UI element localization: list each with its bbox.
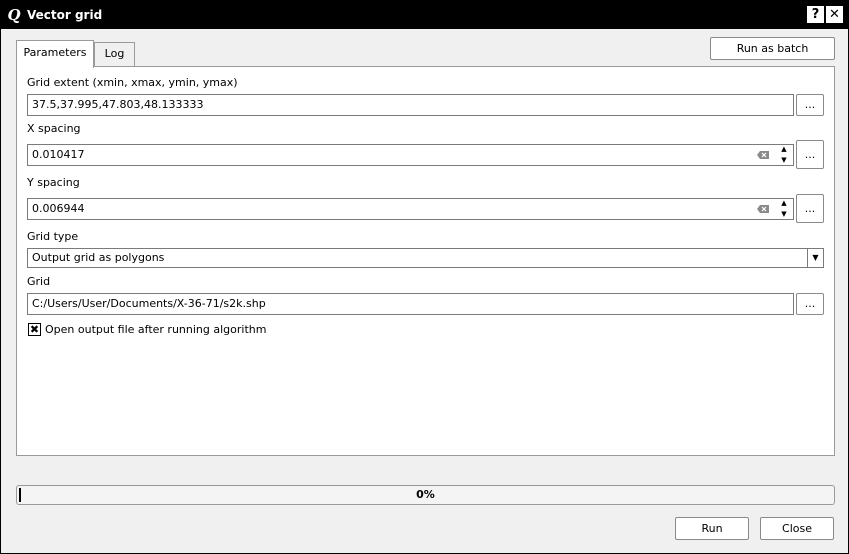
grid-extent-label: Grid extent (xmin, xmax, ymin, ymax)	[27, 76, 238, 89]
x-spacing-value: 0.010417	[32, 148, 85, 161]
grid-type-label: Grid type	[27, 230, 79, 243]
x-spacing-browse-button[interactable]: ...	[796, 140, 824, 169]
y-spacing-label: Y spacing	[27, 176, 80, 189]
grid-output-label: Grid	[27, 275, 51, 288]
x-spacing-spinner[interactable]	[776, 144, 792, 166]
grid-output-browse-button[interactable]: ...	[796, 293, 824, 315]
grid-extent-browse-button[interactable]: ...	[796, 94, 824, 116]
title-bar	[1, 1, 848, 29]
grid-type-select[interactable]	[27, 248, 824, 268]
progress-text: 0%	[416, 488, 435, 501]
spin-up-icon[interactable]: ▲	[781, 145, 787, 153]
y-spacing-spinner[interactable]	[776, 198, 792, 220]
grid-type-value: Output grid as polygons	[32, 251, 165, 264]
grid-output-input[interactable]: C:/Users/User/Documents/X-36-71/s2k.shp	[27, 293, 794, 315]
close-window-button[interactable]: ✕	[826, 6, 843, 23]
clear-icon[interactable]	[757, 151, 769, 159]
grid-extent-input[interactable]: 37.5,37.995,47.803,48.133333	[27, 94, 794, 116]
tab-log[interactable]: Log	[94, 42, 135, 67]
spin-down-icon[interactable]: ▼	[781, 210, 787, 218]
spin-down-icon[interactable]: ▼	[781, 156, 787, 164]
close-button[interactable]: Close	[760, 517, 834, 540]
tab-parameters[interactable]: Parameters	[16, 40, 94, 68]
open-output-label: Open output file after running algorithm	[45, 323, 267, 336]
y-spacing-value: 0.006944	[32, 202, 85, 215]
spin-up-icon[interactable]: ▲	[781, 199, 787, 207]
x-spacing-input[interactable]	[27, 144, 794, 166]
progress-bar	[16, 485, 835, 505]
y-spacing-input[interactable]	[27, 198, 794, 220]
run-as-batch-button[interactable]: Run as batch	[710, 37, 835, 60]
qgis-logo-icon: Q	[7, 6, 21, 24]
x-spacing-label: X spacing	[27, 122, 81, 135]
window-title: Vector grid	[27, 8, 103, 22]
run-button[interactable]: Run	[675, 517, 749, 540]
chevron-down-icon[interactable]: ▼	[807, 249, 823, 267]
help-button[interactable]: ?	[807, 6, 824, 23]
y-spacing-browse-button[interactable]: ...	[796, 194, 824, 223]
clear-icon[interactable]	[757, 205, 769, 213]
open-output-checkbox[interactable]: ✖	[29, 323, 40, 336]
